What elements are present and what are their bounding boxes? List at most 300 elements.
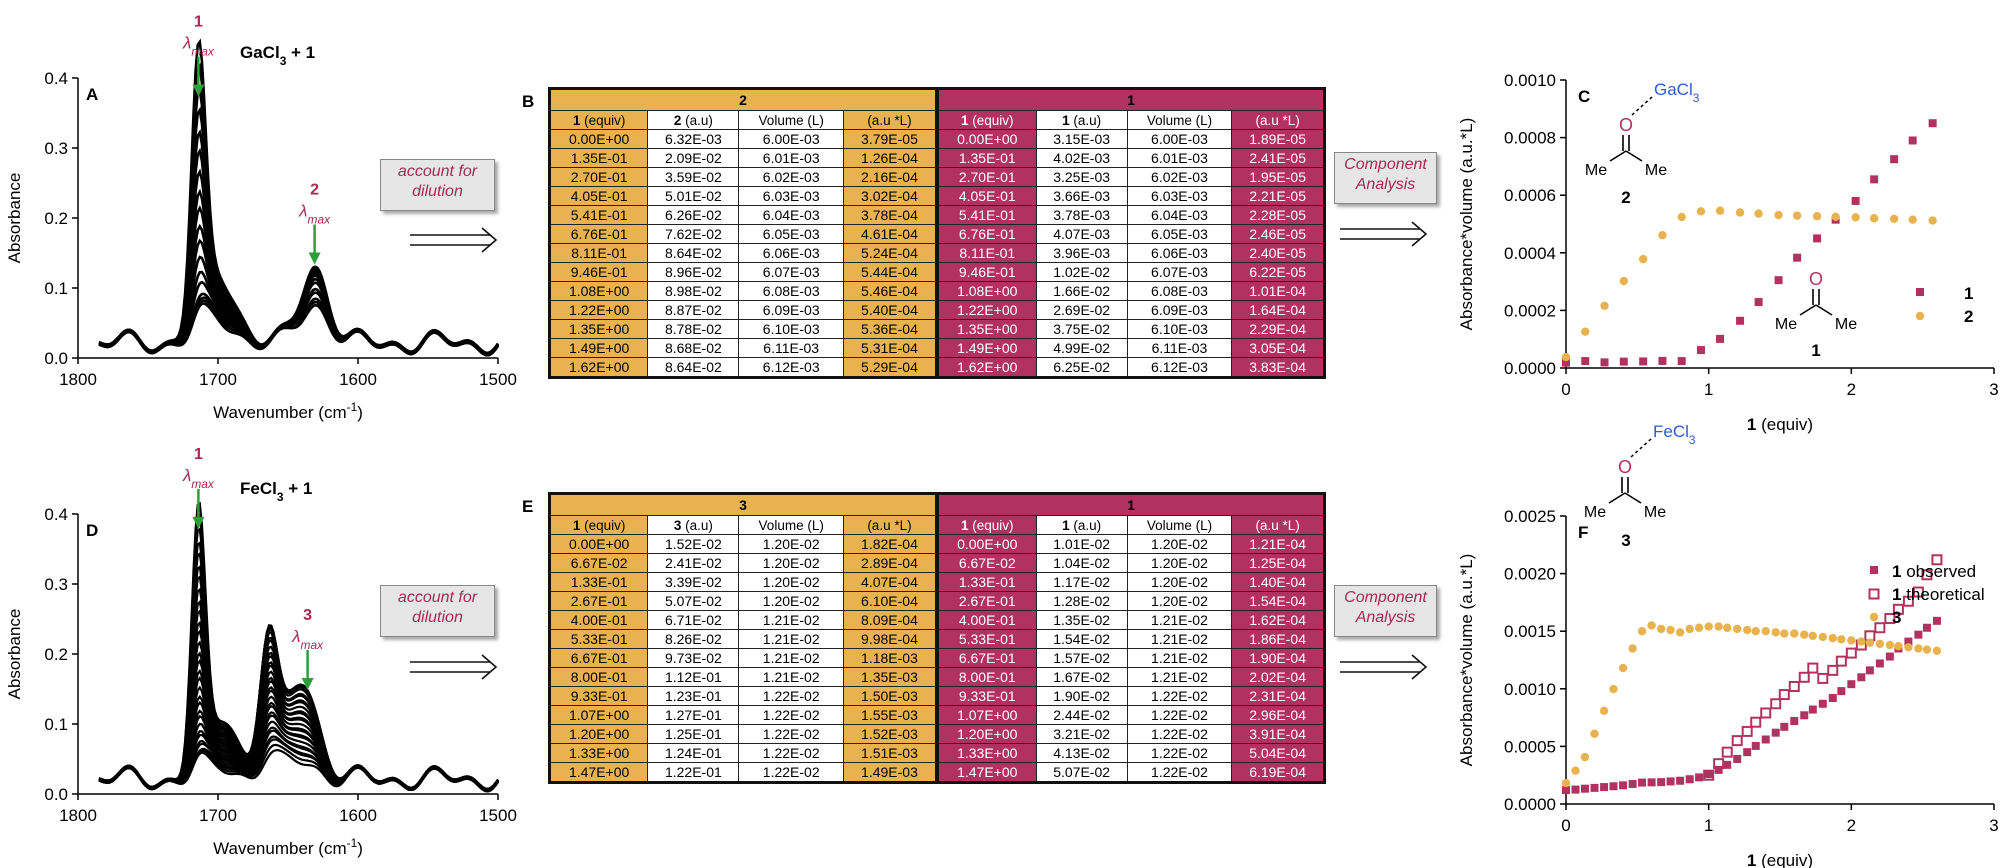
text-part: 3 [1692, 91, 1700, 105]
table-row [550, 706, 1325, 725]
table-cell: 1 (equiv) [550, 111, 648, 130]
table-cell: 2.21E-05 [1232, 187, 1325, 206]
header-bold: 1 [1062, 112, 1070, 128]
table-cell: 8.11E-01 [937, 244, 1036, 263]
table-cell: 2.67E-01 [550, 592, 648, 611]
table-cell: 8.96E-02 [648, 263, 739, 282]
text-part: 1 [1892, 562, 1902, 581]
table-cell: 1.20E-02 [739, 592, 843, 611]
table-cell: 0.00E+00 [937, 535, 1036, 554]
peak1-lambda [182, 34, 215, 59]
data-point-circle [1666, 626, 1674, 634]
table-cell: 6.76E-01 [550, 225, 648, 244]
group-header-row [550, 89, 1325, 111]
y-tick-label: 0.4 [44, 69, 68, 88]
group-header-row [550, 494, 1325, 516]
table-cell: 1.47E+00 [937, 763, 1036, 783]
legend-label [1892, 562, 1976, 581]
header-bold: 2 [673, 112, 682, 128]
table-cell: 4.00E-01 [550, 611, 648, 630]
y-axis-label: Absorbance [5, 172, 24, 264]
table-row [550, 244, 1325, 263]
table-cell: 4.00E-01 [937, 611, 1036, 630]
data-point-circle [1831, 213, 1839, 221]
table-cell: 2.70E-01 [550, 168, 648, 187]
table-cell: 1.22E+00 [550, 301, 648, 320]
text-part: GaCl [1654, 80, 1693, 99]
data-point-square [1857, 673, 1865, 681]
table-cell: 1.04E-02 [1036, 554, 1127, 573]
table-cell: 6.67E-01 [937, 649, 1036, 668]
text-part: 3 [1688, 433, 1696, 447]
table-cell: 0.00E+00 [550, 535, 648, 554]
data-point-square [1686, 775, 1694, 783]
data-point-square [1914, 631, 1922, 639]
spectrum-line [99, 722, 498, 790]
table-cell: 2 (a.u) [648, 111, 739, 130]
table-cell: 8.98E-02 [648, 282, 739, 301]
table-row [550, 149, 1325, 168]
column-header-row [550, 516, 1325, 535]
table-cell: 2.31E-04 [1232, 687, 1325, 706]
table-cell: 1.08E+00 [937, 282, 1036, 301]
data-point-square [1933, 617, 1941, 625]
data-point-circle [1886, 641, 1894, 649]
data-point-circle [1571, 767, 1579, 775]
data-point-square [1723, 761, 1731, 769]
data-point-circle [1716, 207, 1724, 215]
data-point-square [1886, 653, 1894, 661]
table-cell: 1.62E+00 [937, 358, 1036, 378]
table-cell: 1 [937, 494, 1325, 516]
table-cell: 1.67E-02 [1036, 668, 1127, 687]
data-point-circle [1774, 211, 1782, 219]
table-cell: 2.70E-01 [937, 168, 1036, 187]
table-cell: 1 (equiv) [937, 516, 1036, 535]
data-point-square [1813, 234, 1821, 242]
data-point-square [1890, 155, 1898, 163]
header-bold: 3 [673, 517, 682, 533]
data-point-square [1790, 717, 1798, 725]
x-tick-label: 3 [1989, 380, 1999, 399]
y-tick-label: 0.1 [44, 715, 68, 734]
table-cell: Volume (L) [1127, 111, 1231, 130]
table-cell: 1.25E-01 [648, 725, 739, 744]
table-cell: 1.21E-02 [739, 668, 843, 687]
table-row [550, 301, 1325, 320]
table-cell: 1.49E+00 [937, 339, 1036, 358]
text-part: + 1 [283, 479, 313, 498]
table-cell: 5.07E-02 [1036, 763, 1127, 783]
x-tick-label: 1700 [199, 370, 237, 389]
table-cell: 1.54E-04 [1232, 592, 1325, 611]
text-part: ) [357, 839, 363, 858]
table-cell: 1.35E-02 [1036, 611, 1127, 630]
data-point-open-square [1780, 690, 1789, 699]
data-point-circle [1790, 629, 1798, 637]
panel-letter: A [86, 85, 99, 104]
carbon-bond [1800, 305, 1816, 315]
table-cell: 1.82E-04 [843, 535, 937, 554]
data-point-circle [1638, 627, 1646, 635]
data-point-square [1752, 742, 1760, 750]
text-part: max [307, 212, 331, 227]
table-row [550, 130, 1325, 149]
data-point-square [1755, 298, 1763, 306]
data-point-circle [1658, 231, 1666, 239]
data-point-open-square [1837, 657, 1846, 666]
table-cell: 8.87E-02 [648, 301, 739, 320]
table-cell: 1.22E-02 [1127, 763, 1231, 783]
data-point-square [1780, 723, 1788, 731]
table-cell: 3.91E-04 [1232, 725, 1325, 744]
x-axis-label [213, 836, 363, 858]
table-cell: 4.05E-01 [937, 187, 1036, 206]
table-cell: 1.66E-02 [1036, 282, 1127, 301]
table-cell: 6.04E-03 [1127, 206, 1231, 225]
table-cell: 1.22E-02 [739, 687, 843, 706]
table-cell: 3.75E-02 [1036, 320, 1127, 339]
data-table-e [548, 492, 1326, 784]
spectrum-chart-ga [0, 0, 520, 435]
legend-marker-square [1916, 288, 1924, 296]
table-cell: 6.03E-03 [739, 187, 843, 206]
table-cell: 3.02E-04 [843, 187, 937, 206]
table-cell: 6.67E-02 [550, 554, 648, 573]
header-bold: 1 [1062, 517, 1070, 533]
x-axis-label [1747, 851, 1813, 868]
table-cell: 1.49E-03 [843, 763, 937, 783]
data-point-circle [1754, 209, 1762, 217]
text-part: 3 [1892, 608, 1902, 627]
text-part: observed [1901, 562, 1977, 581]
data-point-circle [1628, 644, 1636, 652]
dilution-box-bottom [380, 585, 495, 637]
table-cell: 1.35E-01 [550, 149, 648, 168]
legend-marker-square [1870, 566, 1878, 574]
table-cell: 8.78E-02 [648, 320, 739, 339]
table-cell: 1.64E-04 [1232, 301, 1325, 320]
header-bold: 1 [572, 112, 581, 128]
oxygen-atom: O [1808, 269, 1824, 289]
table-cell: 1.52E-02 [648, 535, 739, 554]
table-cell: 6.07E-03 [1127, 263, 1231, 282]
y-tick-label: 0.0025 [1504, 507, 1556, 526]
data-point-square [1610, 782, 1618, 790]
coordination-bond [1631, 439, 1651, 457]
table-cell: 0.00E+00 [937, 130, 1036, 149]
data-point-circle [1723, 624, 1731, 632]
data-point-square [1870, 175, 1878, 183]
table-cell: 1.52E-03 [843, 725, 937, 744]
data-point-square [1733, 755, 1741, 763]
data-point-square [1601, 358, 1609, 366]
text-part: 3 [279, 54, 287, 68]
data-point-circle [1619, 664, 1627, 672]
table-cell: 9.98E-04 [843, 630, 937, 649]
table-cell: 2.46E-05 [1232, 225, 1325, 244]
text-part: 1 [1892, 585, 1902, 604]
legend-label [1892, 585, 1985, 604]
table-cell: 6.08E-03 [739, 282, 843, 301]
table-row [550, 187, 1325, 206]
table-row [550, 206, 1325, 225]
data-point-square [1736, 317, 1744, 325]
table-cell: 1.21E-02 [739, 630, 843, 649]
table-row [550, 725, 1325, 744]
x-tick-label: 2 [1846, 816, 1857, 835]
data-point-square [1929, 119, 1937, 127]
table-row [550, 282, 1325, 301]
data-point-open-square [1800, 673, 1809, 682]
table-cell: 6.11E-03 [1127, 339, 1231, 358]
table-cell: 1.21E-02 [1127, 630, 1231, 649]
data-point-circle [1695, 624, 1703, 632]
data-point-circle [1600, 707, 1608, 715]
panel-title [240, 479, 312, 504]
component-line-2: Analysis [1355, 176, 1416, 193]
panel-label-e: E [522, 497, 534, 516]
carbon-bond [1610, 151, 1626, 161]
data-point-circle [1600, 302, 1608, 310]
table-cell: 2.28E-05 [1232, 206, 1325, 225]
metal-complex-label [1654, 80, 1700, 105]
table-cell: 6.05E-03 [1127, 225, 1231, 244]
table-cell: 2.29E-04 [1232, 320, 1325, 339]
ketone-structure [1584, 422, 1696, 550]
table-cell: 1.21E-04 [1232, 535, 1325, 554]
peak2-lambda [298, 202, 331, 227]
table-cell: 6.22E-05 [1232, 263, 1325, 282]
table-cell: 2.89E-04 [843, 554, 937, 573]
table-cell: 6.19E-04 [1232, 763, 1325, 783]
y-tick-label: 0.2 [44, 645, 68, 664]
table-cell: 3 [550, 494, 937, 516]
data-point-open-square [1875, 623, 1884, 632]
data-point-open-square [1818, 674, 1827, 683]
data-point-circle [1866, 639, 1874, 647]
table-cell: 2.40E-05 [1232, 244, 1325, 263]
table-cell: 6.12E-03 [1127, 358, 1231, 378]
data-point-square [1639, 357, 1647, 365]
dilution-line-1: account for [397, 163, 478, 180]
table-cell: 6.71E-02 [648, 611, 739, 630]
table-cell: 1.47E+00 [550, 763, 648, 783]
table-cell: 8.09E-04 [843, 611, 937, 630]
data-point-circle [1923, 645, 1931, 653]
series-1-observed [1562, 617, 1941, 794]
table-cell: 5.36E-04 [843, 320, 937, 339]
data-point-square [1793, 254, 1801, 262]
data-point-square [1829, 694, 1837, 702]
table-cell: 9.33E-01 [550, 687, 648, 706]
text-part: -1 [346, 836, 358, 850]
data-point-square [1638, 779, 1646, 787]
dilution-line-2: dilution [412, 183, 463, 200]
compound-number: 1 [1811, 341, 1821, 360]
data-point-circle [1657, 625, 1665, 633]
table-cell: 2.02E-04 [1232, 668, 1325, 687]
table-cell: 6.07E-03 [739, 263, 843, 282]
text-part: λ [292, 627, 301, 646]
data-point-square [1819, 700, 1827, 708]
data-point-square [1837, 687, 1845, 695]
table-cell: 2.67E-01 [937, 592, 1036, 611]
data-point-open-square [1828, 666, 1837, 675]
y-tick-label: 0.0015 [1504, 622, 1556, 642]
table-row [550, 687, 1325, 706]
table-cell: 1.12E-01 [648, 668, 739, 687]
panel-title [240, 43, 315, 68]
compound-number: 3 [1621, 531, 1631, 550]
peak2-number: 2 [310, 181, 320, 199]
table-cell: 6.00E-03 [739, 130, 843, 149]
table-cell: 2.41E-05 [1232, 149, 1325, 168]
legend-marker-open-square [1870, 590, 1879, 599]
table-cell: 6.03E-03 [1127, 187, 1231, 206]
table-cell: 1.20E+00 [550, 725, 648, 744]
table-cell: 8.26E-02 [648, 630, 739, 649]
table-cell: 1.17E-02 [1036, 573, 1127, 592]
text-part: -1 [346, 400, 358, 414]
data-point-circle [1914, 644, 1922, 652]
table-cell: 1.51E-03 [843, 744, 937, 763]
table-row [550, 168, 1325, 187]
data-point-circle [1908, 215, 1916, 223]
data-point-square [1923, 624, 1931, 632]
text-part: 3 [276, 490, 284, 504]
data-point-square [1678, 357, 1686, 365]
table-cell: 1.07E+00 [550, 706, 648, 725]
component-box-top [1334, 152, 1437, 204]
table-cell: 4.02E-03 [1036, 149, 1127, 168]
table-cell: 1.28E-02 [1036, 592, 1127, 611]
table-cell: 6.76E-01 [937, 225, 1036, 244]
legend-marker-circle [1870, 613, 1878, 621]
peak1-lambda [182, 466, 215, 491]
table-cell: 6.25E-02 [1036, 358, 1127, 378]
table-cell: 6.00E-03 [1127, 130, 1231, 149]
table-cell: 1.33E-01 [937, 573, 1036, 592]
table-cell: 6.67E-01 [550, 649, 648, 668]
y-tick-label: 0.3 [44, 575, 68, 594]
table-row [550, 554, 1325, 573]
panel-letter: C [1578, 87, 1591, 106]
double-arrow-icon [1340, 222, 1430, 246]
table-cell: 5.41E-01 [550, 206, 648, 225]
data-point-square [1715, 766, 1723, 774]
text-part: FeCl [1653, 422, 1689, 441]
data-point-square [1600, 783, 1608, 791]
table-cell: (a.u *L) [843, 111, 937, 130]
x-tick-label: 1 [1703, 816, 1714, 835]
data-table-b [548, 87, 1326, 379]
table-cell: 8.11E-01 [550, 244, 648, 263]
table-cell: 1.22E-02 [1127, 744, 1231, 763]
data-point-open-square [1771, 699, 1780, 708]
x-tick-label: 1600 [339, 370, 377, 389]
component-box-bottom [1334, 585, 1437, 637]
table-cell: 8.68E-02 [648, 339, 739, 358]
data-point-circle [1762, 627, 1770, 635]
table-cell: 1.20E-02 [739, 573, 843, 592]
x-axis-label [213, 400, 363, 422]
text-part: 1 [1746, 851, 1757, 868]
oxygen-atom: O [1618, 115, 1634, 135]
double-arrow-icon [410, 655, 500, 679]
peak1-number: 1 [193, 446, 203, 463]
data-point-square [1852, 197, 1860, 205]
data-point-open-square [1761, 708, 1770, 717]
table-cell: 1.01E-02 [1036, 535, 1127, 554]
table-cell: 1 [937, 89, 1325, 111]
table-cell: 1.35E+00 [550, 320, 648, 339]
ketone-structure [1585, 80, 1700, 207]
table-cell: 1.90E-02 [1036, 687, 1127, 706]
table-cell: 1.21E-02 [1127, 668, 1231, 687]
table-cell: 3.39E-02 [648, 573, 739, 592]
y-tick-label: 0.0008 [1504, 128, 1556, 148]
data-point-circle [1933, 647, 1941, 655]
data-point-circle [1813, 212, 1821, 220]
table-cell: 5.33E-01 [937, 630, 1036, 649]
methyl-label: Me [1583, 504, 1607, 521]
text-part: max [191, 44, 214, 59]
table-cell: (a.u *L) [843, 516, 937, 535]
data-point-circle [1676, 628, 1684, 636]
component-line-1: Component [1344, 589, 1427, 606]
table-row [550, 225, 1325, 244]
data-point-square [1591, 784, 1599, 792]
data-point-circle [1800, 630, 1808, 638]
carbon-bond [1609, 493, 1625, 503]
data-point-square [1581, 357, 1589, 365]
y-tick-label: 0.0000 [1504, 359, 1556, 378]
table-cell: 1.22E-02 [1127, 706, 1231, 725]
table-cell: 1.62E-04 [1232, 611, 1325, 630]
table-cell: Volume (L) [739, 516, 843, 535]
y-tick-label: 0.0005 [1504, 737, 1556, 757]
table-cell: 6.09E-03 [739, 301, 843, 320]
x-tick-label: 1800 [59, 806, 97, 825]
table-cell: 6.09E-03 [1127, 301, 1231, 320]
scatter-chart-fe [1450, 422, 2000, 868]
text-part: Wavenumber (cm [213, 403, 347, 422]
data-point-circle [1870, 214, 1878, 222]
table-cell: 1.21E-02 [1127, 611, 1231, 630]
table-cell: 1.25E-04 [1232, 554, 1325, 573]
data-point-circle [1697, 207, 1705, 215]
table-cell: 1.50E-03 [843, 687, 937, 706]
data-point-square [1620, 358, 1628, 366]
table-cell: 3.96E-03 [1036, 244, 1127, 263]
series-3 [1562, 621, 1941, 787]
table-cell: 1.22E-02 [739, 725, 843, 744]
table-cell: 1.23E-01 [648, 687, 739, 706]
text-part: λ [182, 33, 192, 53]
table-cell: (a.u *L) [1232, 111, 1325, 130]
table-cell: 6.10E-04 [843, 592, 937, 611]
data-point-open-square [1790, 682, 1799, 691]
data-point-square [1743, 748, 1751, 756]
table-cell: 4.07E-03 [1036, 225, 1127, 244]
data-point-square [1876, 659, 1884, 667]
table-cell: 0.00E+00 [550, 130, 648, 149]
table-cell: 3.59E-02 [648, 168, 739, 187]
table-cell: 6.26E-02 [648, 206, 739, 225]
table-cell: 6.02E-03 [739, 168, 843, 187]
table-cell: 6.01E-03 [739, 149, 843, 168]
